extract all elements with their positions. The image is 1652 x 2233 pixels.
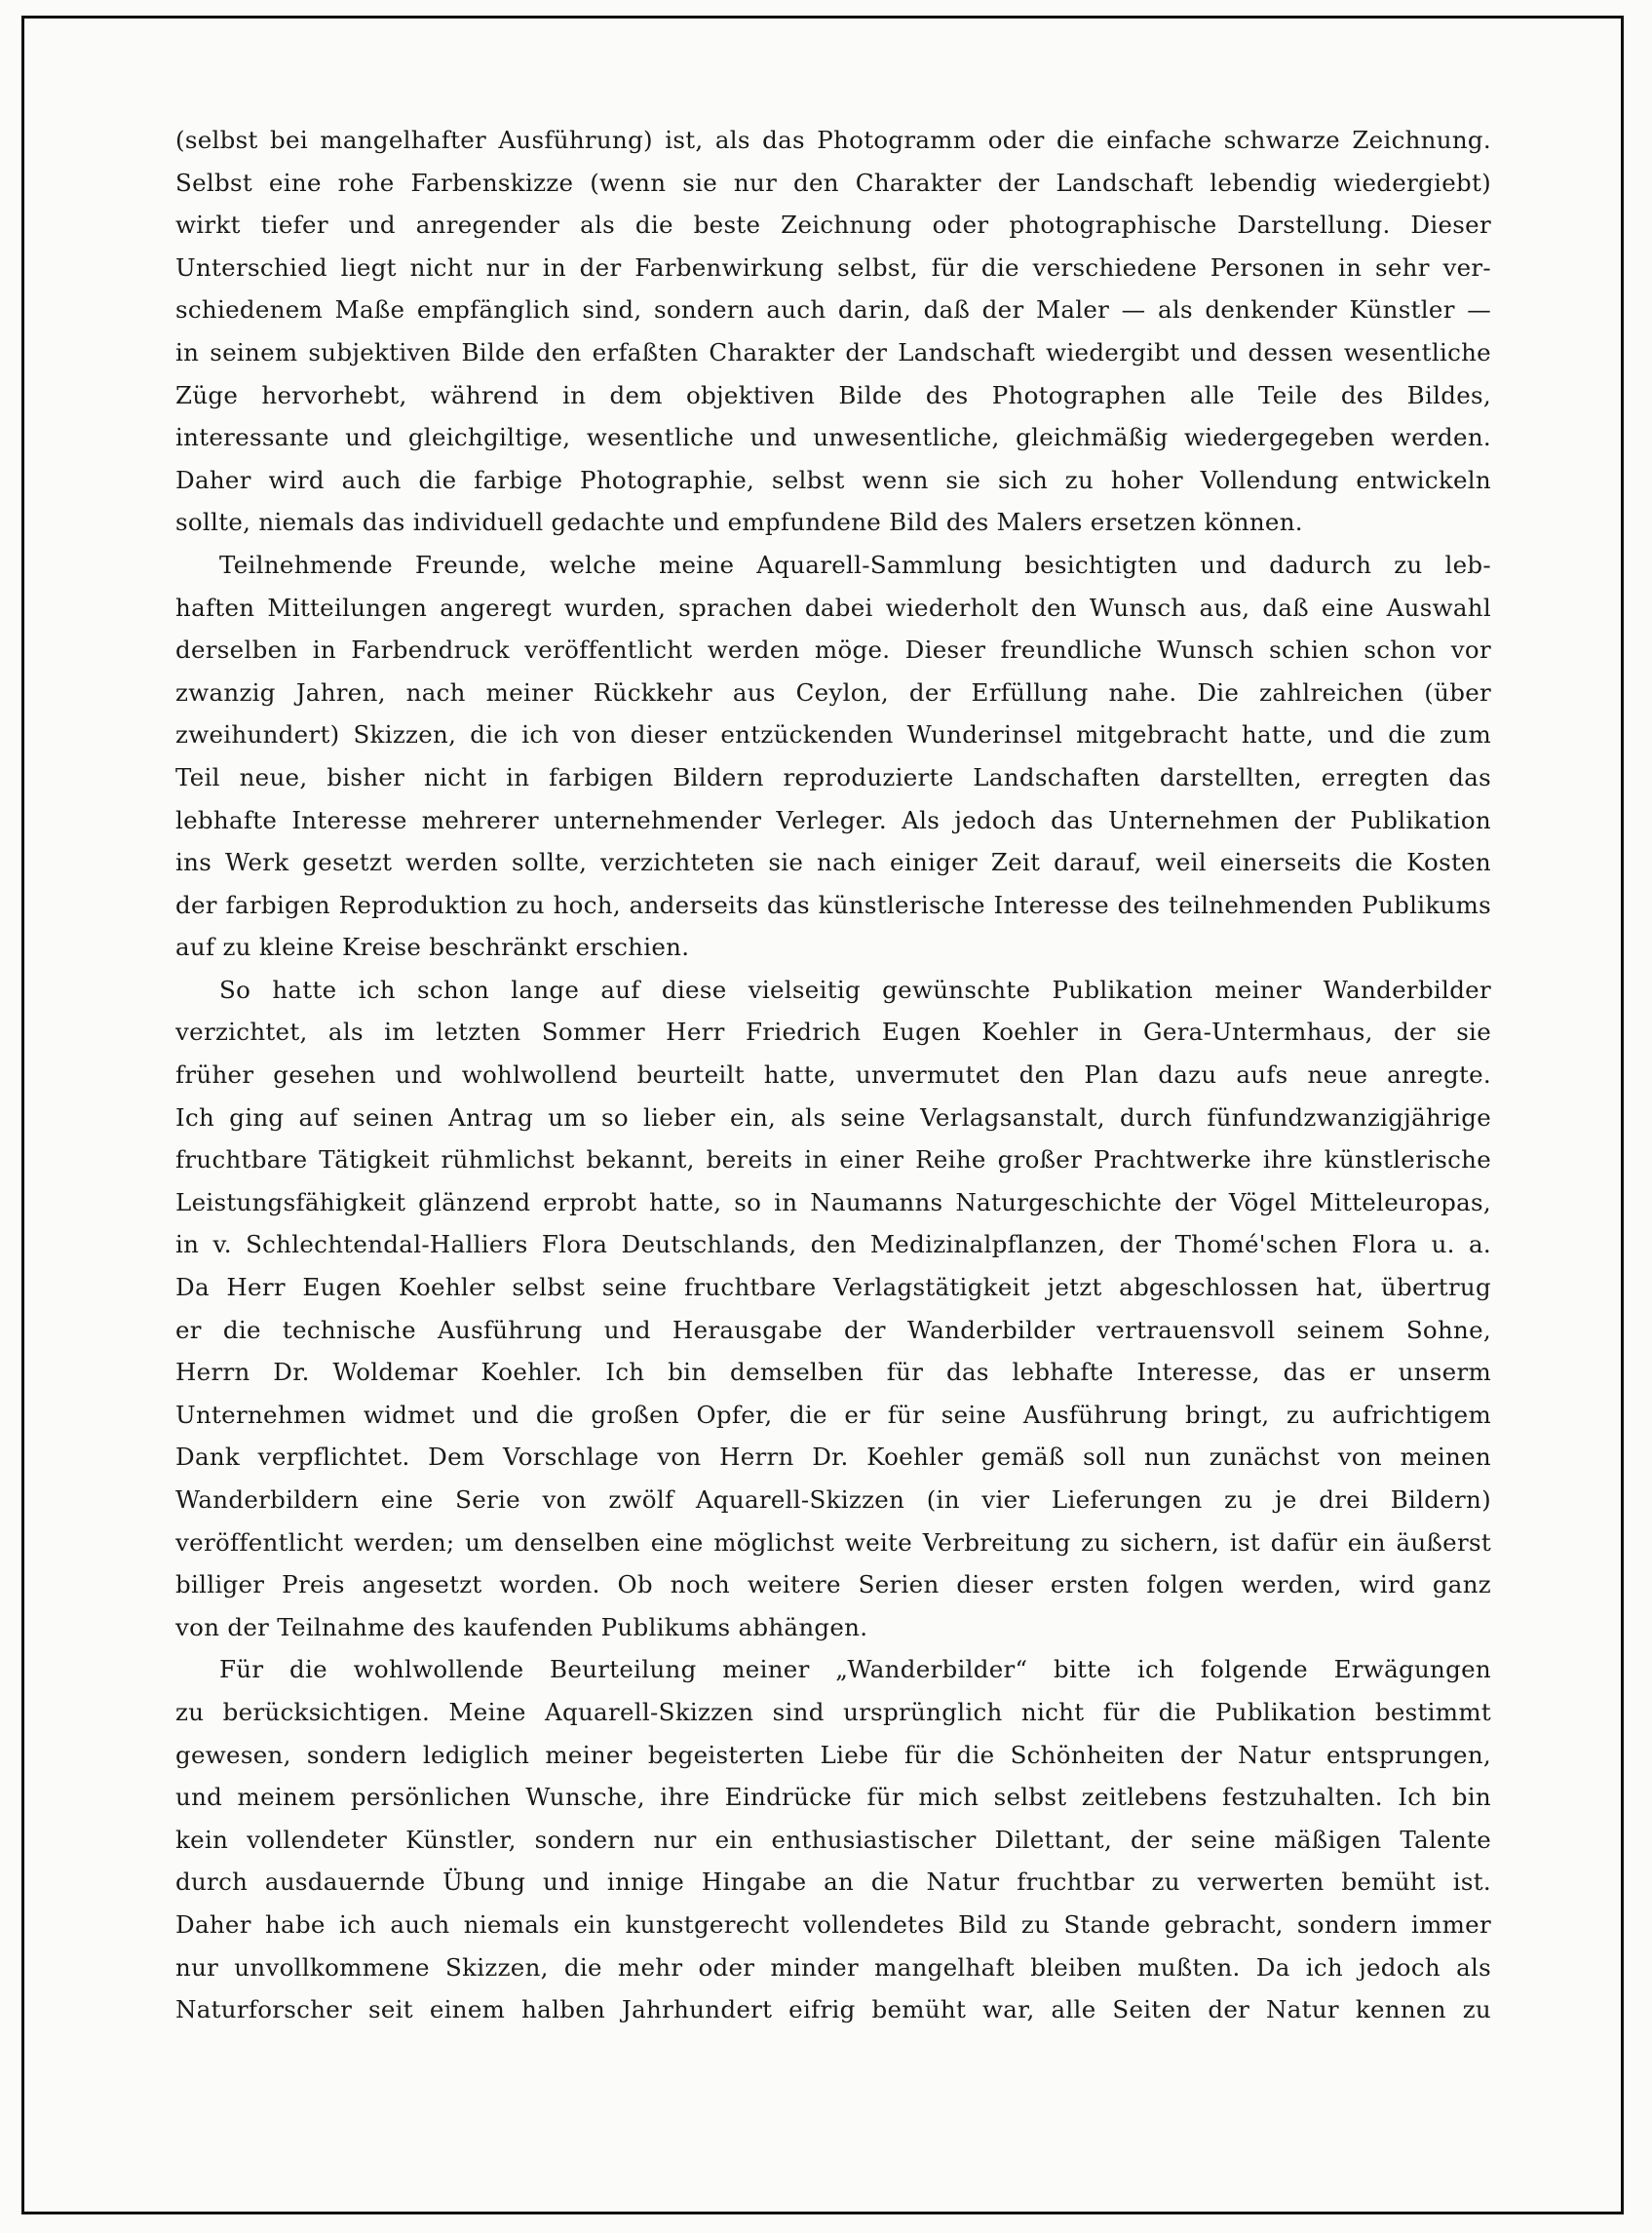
text-line: schiedenem Maße empfänglich sind, sondern auch darin, daß der Maler — als denkender Künstler —	[175, 295, 1491, 325]
paragraph	[175, 544, 1491, 969]
text-line: kein vollendeter Künstler, sondern nur ein enthusiastischer Dilettant, der seine mäßigen Talente	[175, 1825, 1491, 1854]
text-line: Leistungsfähigkeit glänzend erprobt hatte, so in Naumanns Naturgeschichte der Vögel Mitteleuropas,	[175, 1187, 1491, 1216]
text-line: derselben in Farbendruck veröffentlicht werden möge. Dieser freundliche Wunsch schien schon vor	[175, 635, 1491, 665]
text-line: Unterschied liegt nicht nur in der Farbenwirkung selbst, für die verschiedene Personen in sehr ver-	[175, 252, 1491, 282]
text-line: Selbst eine rohe Farbenskizze (wenn sie nur den Charakter der Landschaft lebendig wiedergiebt)	[175, 168, 1491, 197]
text-line: veröffentlicht werden; um denselben eine möglichst weite Verbreitung zu sichern, ist dafür ein äußerst	[175, 1527, 1491, 1557]
text-line: (selbst bei mangelhafter Ausführung) ist, als das Photogramm oder die einfache schwarze Zeichnung.	[175, 126, 1491, 154]
text-line: zwanzig Jahren, nach meiner Rückkehr aus Ceylon, der Erfüllung nahe. Die zahlreichen (über	[175, 677, 1491, 707]
paragraph	[175, 969, 1491, 1649]
text-line: nur unvollkommene Skizzen, die mehr oder minder mangelhaft bleiben mußten. Da ich jedoch als	[175, 1952, 1491, 1982]
paragraph	[175, 1648, 1491, 2030]
text-line: in seinem subjektiven Bilde den erfaßten Charakter der Landschaft wiedergibt und dessen wesentliche	[175, 337, 1491, 366]
body-text	[175, 119, 1491, 2031]
text-line: Ich ging auf seinen Antrag um so lieber ein, als seine Verlagsanstalt, durch fünfundzwanzigjährige	[175, 1102, 1491, 1132]
text-line: zweihundert) Skizzen, die ich von dieser entzückenden Wunderinsel mitgebracht hatte, und die zum	[175, 720, 1491, 750]
text-line: interessante und gleichgiltige, wesentliche und unwesentliche, gleichmäßig wiedergegeben werden.	[175, 423, 1491, 452]
text-line: Wanderbildern eine Serie von zwölf Aquarell-Skizzen (in vier Lieferungen zu je drei Bildern)	[175, 1485, 1491, 1514]
text-line: Unternehmen widmet und die großen Opfer, die er für seine Ausführung bringt, zu aufrichtigem	[175, 1400, 1491, 1429]
text-line: billiger Preis angesetzt worden. Ob noch weitere Serien dieser ersten folgen werden, wird ganz	[175, 1570, 1491, 1599]
text-line: So hatte ich schon lange auf diese vielseitig gewünschte Publikation meiner Wanderbilder	[219, 975, 1491, 1004]
text-line: Für die wohlwollende Beurteilung meiner „Wanderbilder“ bitte ich folgende Erwägungen	[219, 1655, 1491, 1684]
text-line: in v. Schlechtendal-Halliers Flora Deutschlands, den Medizinalpflanzen, der Thomé'schen Flora u. a.	[175, 1230, 1491, 1259]
text-line: durch ausdauernde Übung und innige Hingabe an die Natur fruchtbar zu verwerten bemüht ist.	[175, 1867, 1491, 1897]
text-line: Dank verpflichtet. Dem Vorschlage von Herrn Dr. Koehler gemäß soll nun zunächst von meinen	[175, 1443, 1491, 1472]
text-line: haften Mitteilungen angeregt wurden, sprachen dabei wiederholt den Wunsch aus, daß eine Auswahl	[175, 593, 1491, 622]
text-line: Naturforscher seit einem halben Jahrhundert eifrig bemüht war, alle Seiten der Natur kennen zu	[175, 1995, 1491, 2024]
text-line: er die technische Ausführung und Herausgabe der Wanderbilder vertrauensvoll seinem Sohne,	[175, 1315, 1491, 1344]
text-line: zu berücksichtigen. Meine Aquarell-Skizzen sind ursprünglich nicht für die Publikation bestimmt	[175, 1697, 1491, 1726]
text-line: Da Herr Eugen Koehler selbst seine fruchtbare Verlagstätigkeit jetzt abgeschlossen hat, übertrug	[175, 1273, 1491, 1302]
text-line: wirkt tiefer und anregender als die beste Zeichnung oder photographische Darstellung. Dieser	[175, 211, 1491, 240]
text-line: und meinem persönlichen Wunsche, ihre Eindrücke für mich selbst zeitlebens festzuhalten. Ich bin	[175, 1783, 1491, 1812]
text-line: auf zu kleine Kreise beschränkt erschien.	[175, 933, 690, 962]
text-line: Daher wird auch die farbige Photographie, selbst wenn sie sich zu hoher Vollendung entwickeln	[175, 465, 1491, 494]
text-line: fruchtbare Tätigkeit rühmlichst bekannt, bereits in einer Reihe großer Prachtwerke ihre künstlerische	[175, 1145, 1491, 1174]
text-line: verzichtet, als im letzten Sommer Herr Friedrich Eugen Koehler in Gera-Untermhaus, der sie	[175, 1018, 1491, 1047]
text-line: Herrn Dr. Woldemar Koehler. Ich bin demselben für das lebhafte Interesse, das er unserm	[175, 1358, 1491, 1387]
text-line: der farbigen Reproduktion zu hoch, anderseits das künstlerische Interesse des teilnehmenden Publikums	[175, 890, 1491, 919]
text-line: Teil neue, bisher nicht in farbigen Bildern reproduzierte Landschaften darstellten, erregten das	[175, 762, 1491, 791]
paragraph	[175, 119, 1491, 544]
text-line: Daher habe ich auch niemals ein kunstgerecht vollendetes Bild zu Stande gebracht, sondern immer	[175, 1909, 1491, 1939]
text-line: sollte, niemals das individuell gedachte und empfundene Bild des Malers ersetzen können.	[175, 508, 1303, 537]
text-line: Züge hervorhebt, während in dem objektiven Bilde des Photographen alle Teile des Bildes,	[175, 380, 1491, 409]
text-line: lebhafte Interesse mehrerer unternehmender Verleger. Als jedoch das Unternehmen der Publikation	[175, 805, 1491, 834]
text-line: Teilnehmende Freunde, welche meine Aquarell-Sammlung besichtigten und dadurch zu leb-	[219, 550, 1491, 579]
text-line: ins Werk gesetzt werden sollte, verzichteten sie nach einiger Zeit darauf, weil einerseits die Kosten	[175, 848, 1491, 877]
text-line: von der Teilnahme des kaufenden Publikums abhängen.	[175, 1612, 868, 1641]
text-line: gewesen, sondern lediglich meiner begeisterten Liebe für die Schönheiten der Natur entsprungen,	[175, 1740, 1491, 1769]
text-line: früher gesehen und wohlwollend beurteilt hatte, unvermutet den Plan dazu aufs neue anregte.	[175, 1060, 1491, 1090]
